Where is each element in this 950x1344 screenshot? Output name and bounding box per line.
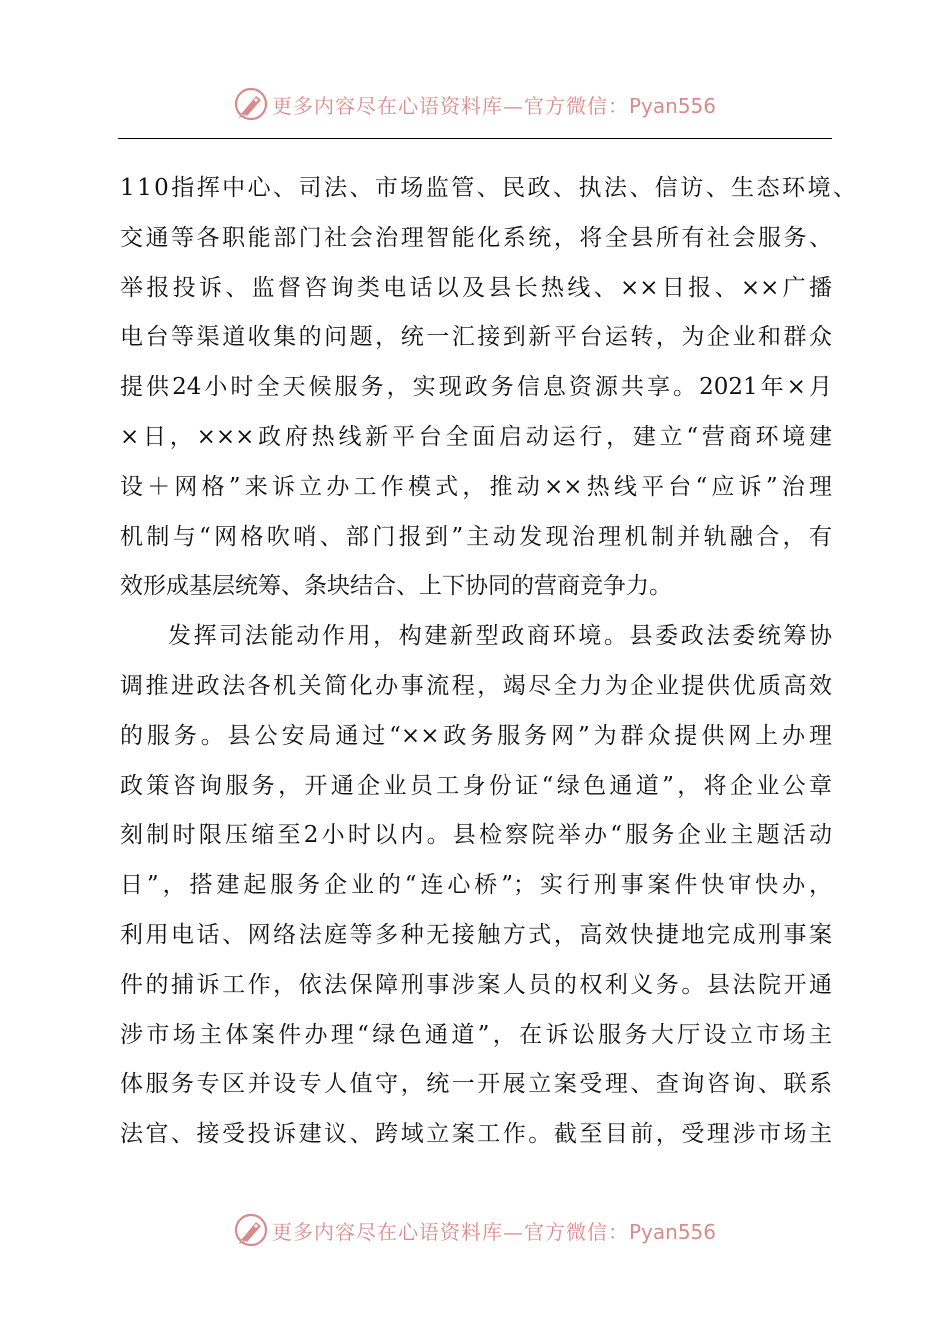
footer-banner bbox=[0, 1208, 950, 1252]
text-line: 刻制时限压缩至2小时以内。县检察院举办“服务企业主题活动 bbox=[120, 822, 832, 849]
text-line: 发挥司法能动作用，构建新型政商环境。县委政法委统筹协 bbox=[168, 623, 832, 650]
footer-banner-handle: Pyan556 bbox=[628, 1219, 716, 1244]
paragraph-1 bbox=[120, 164, 859, 612]
text-line: 设＋网格”来诉立办工作模式，推动××热线平台“应诉”治理 bbox=[120, 473, 832, 500]
text-line: 件的捕诉工作，依法保障刑事涉案人员的权利义务。县法院开通 bbox=[120, 971, 832, 998]
text-line: 举报投诉、监督咨询类电话以及县长热线、××日报、××广播 bbox=[120, 274, 832, 301]
text-line: 调推进政法各机关简化办事流程，竭尽全力为企业提供优质高效 bbox=[120, 672, 832, 699]
text-line: 机制与“网格吹哨、部门报到”主动发现治理机制并轨融合，有 bbox=[120, 523, 832, 550]
text-line: 110指挥中心、司法、市场监管、民政、执法、信访、生态环境、 bbox=[120, 175, 859, 201]
footer-banner-label: 更多内容尽在心语资料库—官方微信： bbox=[271, 1219, 629, 1244]
text-line: 日”，搭建起服务企业的“连心桥”；实行刑事案件快审快办， bbox=[120, 872, 832, 899]
header-banner bbox=[0, 82, 950, 126]
text-line: 电台等渠道收集的问题，统一汇接到新平台运转，为企业和群众 bbox=[120, 324, 832, 351]
text-line: 政策咨询服务，开通企业员工身份证“绿色通道”，将企业公章 bbox=[120, 772, 832, 799]
text-line: 法官、接受投诉建议、跨域立案工作。截至目前，受理涉市场主 bbox=[120, 1121, 832, 1148]
header-banner-handle: Pyan556 bbox=[628, 93, 716, 118]
text-line: 交通等各职能部门社会治理智能化系统，将全县所有社会服务、 bbox=[120, 224, 832, 251]
text-line: 提供24小时全天候服务，实现政务信息资源共享。2021年×月 bbox=[120, 374, 832, 401]
text-line: ×日，×××政府热线新平台全面启动运行，建立“营商环境建 bbox=[120, 423, 832, 450]
pen-nib-icon bbox=[234, 1213, 268, 1247]
text-line: 的服务。县公安局通过“××政务服务网”为群众提供网上办理 bbox=[120, 722, 832, 749]
text-line: 效形成基层统筹、条块结合、上下协同的营商竞争力。 bbox=[120, 573, 672, 600]
document-body bbox=[120, 164, 859, 1160]
header-banner-label: 更多内容尽在心语资料库—官方微信： bbox=[271, 93, 629, 118]
header-banner-text bbox=[272, 90, 716, 119]
header-divider bbox=[118, 138, 832, 139]
pen-nib-icon bbox=[234, 87, 268, 121]
footer-banner-text bbox=[272, 1216, 716, 1245]
paragraph-2 bbox=[120, 612, 832, 1160]
text-line: 利用电话、网络法庭等多种无接触方式，高效快捷地完成刑事案 bbox=[120, 921, 832, 948]
text-line: 体服务专区并设专人值守，统一开展立案受理、查询咨询、联系 bbox=[120, 1071, 832, 1098]
text-line: 涉市场主体案件办理“绿色通道”，在诉讼服务大厅设立市场主 bbox=[120, 1021, 832, 1048]
